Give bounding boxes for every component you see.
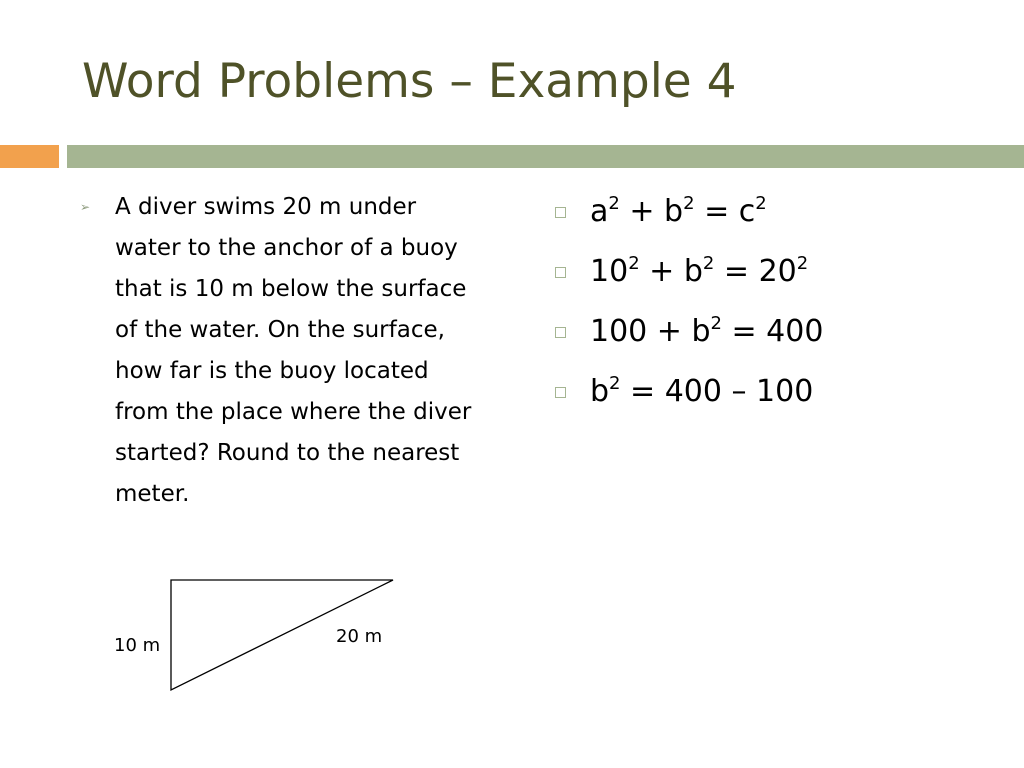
slide-title: Word Problems – Example 4 bbox=[82, 54, 737, 109]
square-bullet-icon bbox=[555, 387, 566, 398]
exponent: 2 bbox=[608, 193, 620, 214]
equation-term: = c bbox=[694, 194, 756, 229]
equation-term: b bbox=[590, 374, 610, 409]
equation-term: = 20 bbox=[714, 254, 797, 289]
square-bullet-icon bbox=[555, 327, 566, 338]
exponent: 2 bbox=[710, 313, 722, 334]
equation-text bbox=[590, 308, 823, 356]
exponent: 2 bbox=[609, 373, 621, 394]
square-bullet-icon bbox=[555, 267, 566, 278]
equation-text bbox=[590, 368, 813, 416]
equation-term: 100 + b bbox=[590, 314, 711, 349]
exponent: 2 bbox=[755, 193, 767, 214]
square-bullet-icon bbox=[555, 207, 566, 218]
equation-term: = 400 bbox=[721, 314, 824, 349]
exponent: 2 bbox=[628, 253, 640, 274]
hypotenuse-length-label: 20 m bbox=[336, 626, 383, 647]
equation-text bbox=[590, 188, 767, 236]
equation-term: 10 bbox=[590, 254, 629, 289]
exponent: 2 bbox=[796, 253, 809, 274]
problem-statement: A diver swims 20 m under water to the anchor of a buoy that is 10 m below the surface of the water. On the surface, how far is the buoy located from the place where the diver started? Round to the nearest meter. bbox=[115, 194, 472, 507]
equation-text bbox=[590, 248, 808, 296]
exponent: 2 bbox=[702, 253, 715, 274]
arrow-bullet-icon: ➢ bbox=[80, 200, 91, 214]
title-divider-bar bbox=[67, 145, 1024, 168]
accent-bar bbox=[0, 145, 59, 168]
equation-term: + b bbox=[639, 254, 703, 289]
exponent: 2 bbox=[683, 193, 695, 214]
equation-term: a bbox=[590, 194, 609, 229]
side-length-label: 10 m bbox=[114, 635, 161, 656]
equation-term: = 400 – 100 bbox=[620, 374, 814, 409]
equation-term: + b bbox=[619, 194, 684, 229]
